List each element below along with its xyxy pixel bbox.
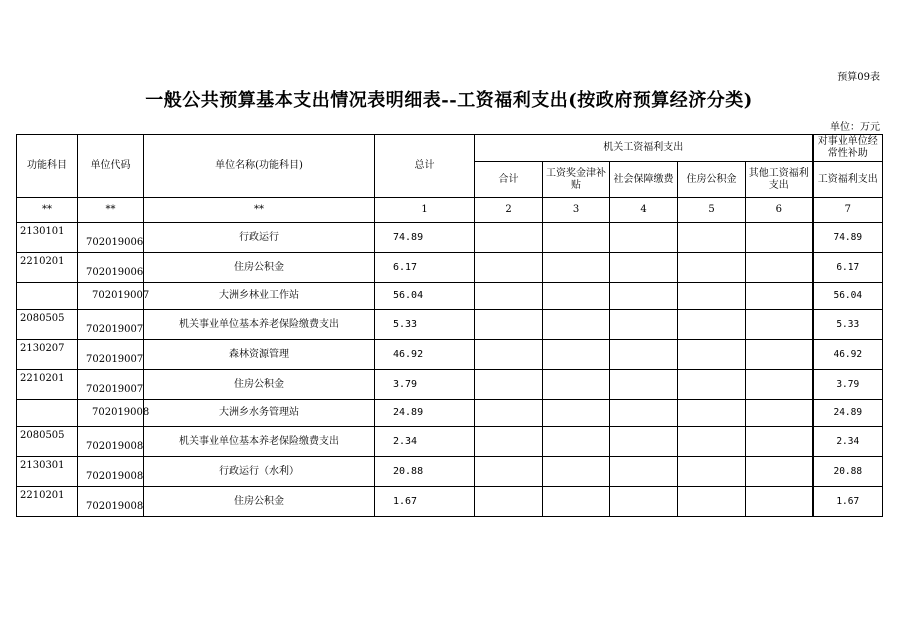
unit-code-cell: 702019006 <box>78 223 144 253</box>
sub-other-cell <box>746 253 813 283</box>
header-sub-wage: 工资奖金津补贴 <box>543 162 610 198</box>
inst-wage-cell: 1.67 <box>813 487 883 517</box>
func-subject-code: 2080505 <box>20 313 65 324</box>
total-cell: 24.89 <box>375 400 475 427</box>
sub-social-cell <box>610 310 678 340</box>
index-cell: ** <box>17 198 78 223</box>
sub-wage-cell <box>543 253 610 283</box>
sub-housing-cell <box>678 370 746 400</box>
sub-wage-cell <box>543 310 610 340</box>
sub-social-cell <box>610 400 678 427</box>
sub-other-cell <box>746 427 813 457</box>
sub-total-cell <box>475 283 543 310</box>
unit-name-cell: 住房公积金 <box>144 487 375 517</box>
sub-social-cell <box>610 457 678 487</box>
sub-total-cell <box>475 253 543 283</box>
sub-wage-cell <box>543 457 610 487</box>
header-sub-other: 其他工资福利支出 <box>746 162 813 198</box>
unit-code-cell: 702019008 <box>78 457 144 487</box>
unit-name-cell: 大洲乡水务管理站 <box>144 400 375 427</box>
func-subject-cell <box>17 370 78 400</box>
func-subject-cell <box>17 400 78 427</box>
table-row <box>17 400 883 427</box>
index-cell: 3 <box>543 198 610 223</box>
table-row <box>17 223 883 253</box>
index-cell: ** <box>78 198 144 223</box>
header-unit-name: 单位名称(功能科目) <box>144 135 375 198</box>
total-cell: 6.17 <box>375 253 475 283</box>
sub-housing-cell <box>678 310 746 340</box>
sub-total-cell <box>475 400 543 427</box>
table-row <box>17 283 883 310</box>
func-subject-cell <box>17 310 78 340</box>
table-row <box>17 370 883 400</box>
header-func-subject: 功能科目 <box>17 135 78 198</box>
header-institution-group: 对事业单位经常性补助 <box>813 135 883 162</box>
index-cell: ** <box>144 198 375 223</box>
sub-housing-cell <box>678 340 746 370</box>
index-cell: 7 <box>813 198 883 223</box>
inst-wage-cell: 20.88 <box>813 457 883 487</box>
sub-total-cell <box>475 370 543 400</box>
inst-wage-cell: 74.89 <box>813 223 883 253</box>
inst-wage-cell: 6.17 <box>813 253 883 283</box>
table-row <box>17 487 883 517</box>
sub-housing-cell <box>678 457 746 487</box>
header-sub-total: 合计 <box>475 162 543 198</box>
sub-total-cell <box>475 487 543 517</box>
budget-table <box>16 134 883 517</box>
sub-wage-cell <box>543 427 610 457</box>
sub-social-cell <box>610 427 678 457</box>
table-row <box>17 457 883 487</box>
table-row <box>17 427 883 457</box>
sub-other-cell <box>746 370 813 400</box>
total-cell: 1.67 <box>375 487 475 517</box>
unit-name-cell: 大洲乡林业工作站 <box>144 283 375 310</box>
total-cell: 56.04 <box>375 283 475 310</box>
index-cell: 5 <box>678 198 746 223</box>
total-cell: 5.33 <box>375 310 475 340</box>
sub-other-cell <box>746 223 813 253</box>
sub-housing-cell <box>678 223 746 253</box>
sub-social-cell <box>610 370 678 400</box>
sub-other-cell <box>746 310 813 340</box>
unit-name-cell: 机关事业单位基本养老保险缴费支出 <box>144 310 375 340</box>
header-agency-group: 机关工资福利支出 <box>475 135 813 162</box>
inst-wage-cell: 46.92 <box>813 340 883 370</box>
sub-total-cell <box>475 310 543 340</box>
sub-wage-cell <box>543 487 610 517</box>
header-unit-code: 单位代码 <box>78 135 144 198</box>
func-subject-cell <box>17 223 78 253</box>
sub-housing-cell <box>678 283 746 310</box>
index-cell: 2 <box>475 198 543 223</box>
total-cell: 2.34 <box>375 427 475 457</box>
total-cell: 20.88 <box>375 457 475 487</box>
unit-code-cell: 702019007 <box>78 340 144 370</box>
func-subject-cell <box>17 457 78 487</box>
sub-housing-cell <box>678 427 746 457</box>
inst-wage-cell: 24.89 <box>813 400 883 427</box>
sub-social-cell <box>610 487 678 517</box>
unit-code-cell: 702019007 <box>78 370 144 400</box>
func-subject-cell <box>17 283 78 310</box>
index-row <box>17 198 883 223</box>
sub-wage-cell <box>543 340 610 370</box>
sub-wage-cell <box>543 400 610 427</box>
sub-other-cell <box>746 340 813 370</box>
table-row <box>17 253 883 283</box>
index-cell: 4 <box>610 198 678 223</box>
page-title: 一般公共预算基本支出情况表明细表--工资福利支出(按政府预算经济分类) <box>145 90 753 111</box>
sub-social-cell <box>610 340 678 370</box>
func-subject-cell <box>17 427 78 457</box>
sub-wage-cell <box>543 283 610 310</box>
sub-wage-cell <box>543 223 610 253</box>
inst-wage-cell: 2.34 <box>813 427 883 457</box>
sub-housing-cell <box>678 400 746 427</box>
sub-housing-cell <box>678 253 746 283</box>
sub-total-cell <box>475 340 543 370</box>
sub-social-cell <box>610 283 678 310</box>
sub-total-cell <box>475 457 543 487</box>
header-sub-inst-wage: 工资福利支出 <box>813 162 883 198</box>
total-cell: 3.79 <box>375 370 475 400</box>
sub-other-cell <box>746 283 813 310</box>
unit-code-cell: 702019007 <box>78 310 144 340</box>
sub-social-cell <box>610 223 678 253</box>
func-subject-cell <box>17 253 78 283</box>
table-row <box>17 310 883 340</box>
func-subject-code: 2210201 <box>20 256 65 267</box>
unit-code-cell: 702019008 <box>78 400 144 427</box>
table-row <box>17 340 883 370</box>
sub-wage-cell <box>543 370 610 400</box>
header-sub-housing: 住房公积金 <box>678 162 746 198</box>
unit-name-cell: 行政运行 <box>144 223 375 253</box>
func-subject-cell <box>17 487 78 517</box>
sub-housing-cell <box>678 487 746 517</box>
unit-name-cell: 机关事业单位基本养老保险缴费支出 <box>144 427 375 457</box>
total-cell: 46.92 <box>375 340 475 370</box>
unit-name-cell: 住房公积金 <box>144 370 375 400</box>
unit-code-cell: 702019008 <box>78 487 144 517</box>
total-cell: 74.89 <box>375 223 475 253</box>
unit-name-cell: 住房公积金 <box>144 253 375 283</box>
func-subject-code: 2130207 <box>20 343 65 354</box>
sub-total-cell <box>475 223 543 253</box>
func-subject-code: 2130101 <box>20 226 65 237</box>
sub-other-cell <box>746 487 813 517</box>
inst-wage-cell: 56.04 <box>813 283 883 310</box>
func-subject-code: 2130301 <box>20 460 65 471</box>
inst-wage-cell: 5.33 <box>813 310 883 340</box>
unit-code-cell: 702019007 <box>78 283 144 310</box>
sub-other-cell <box>746 400 813 427</box>
func-subject-code: 2210201 <box>20 490 65 501</box>
inst-wage-cell: 3.79 <box>813 370 883 400</box>
header-sub-social: 社会保障缴费 <box>610 162 678 198</box>
unit-name-cell: 行政运行（水利） <box>144 457 375 487</box>
unit-label: 单位：万元 <box>830 122 880 133</box>
index-cell: 1 <box>375 198 475 223</box>
func-subject-code: 2080505 <box>20 430 65 441</box>
index-cell: 6 <box>746 198 813 223</box>
unit-name-cell: 森林资源管理 <box>144 340 375 370</box>
header-total: 总计 <box>375 135 475 198</box>
unit-code-cell: 702019006 <box>78 253 144 283</box>
func-subject-code: 2210201 <box>20 373 65 384</box>
sub-total-cell <box>475 427 543 457</box>
sub-social-cell <box>610 253 678 283</box>
func-subject-cell <box>17 340 78 370</box>
sub-other-cell <box>746 457 813 487</box>
form-number: 预算09表 <box>837 72 880 83</box>
unit-code-cell: 702019008 <box>78 427 144 457</box>
